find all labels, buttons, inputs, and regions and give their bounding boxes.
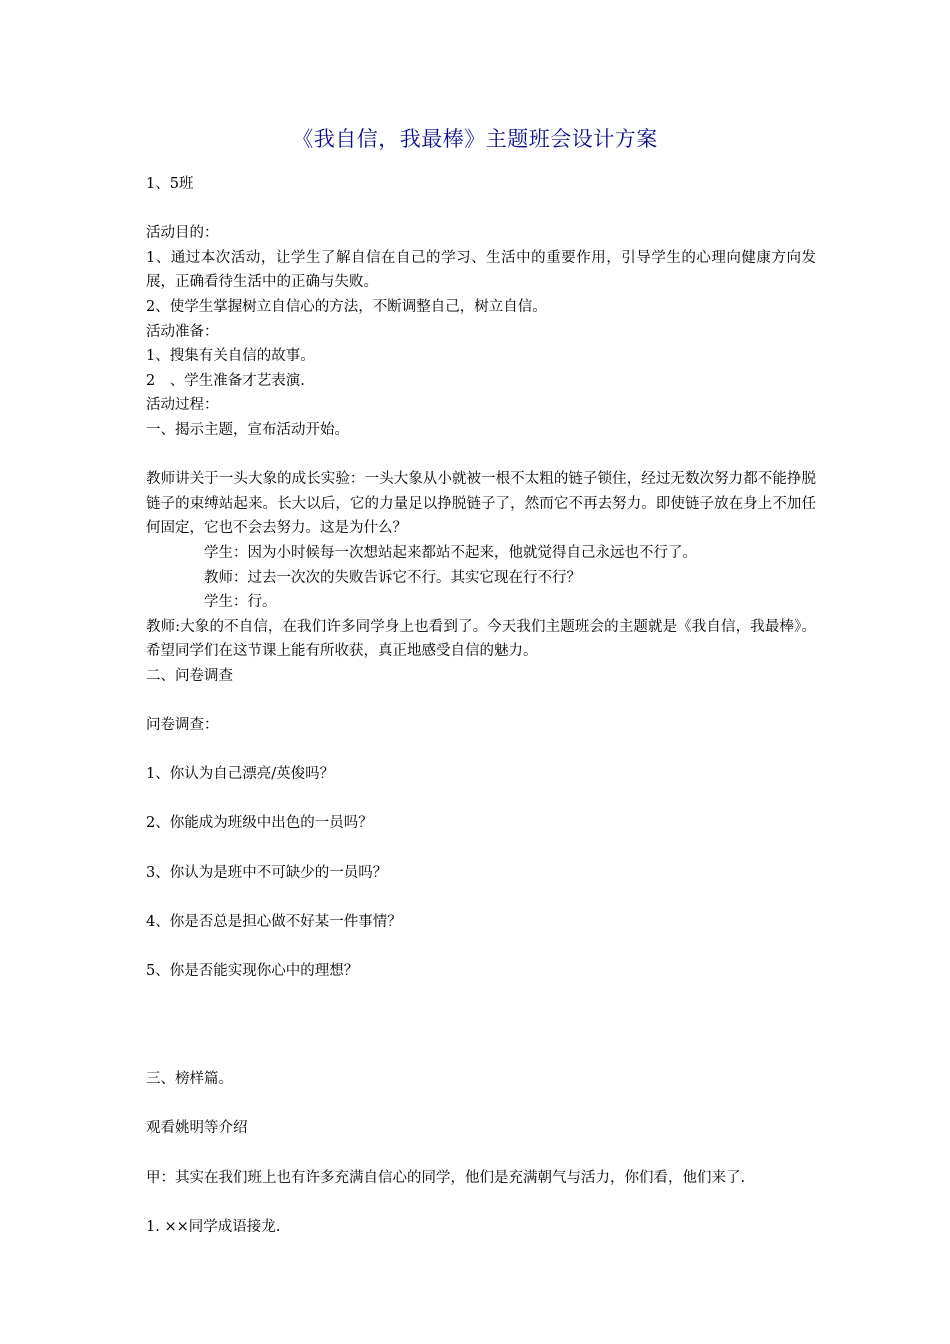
goals-heading: 活动目的： [146,225,219,242]
spacer [146,1190,816,1215]
prep-2: 2 、学生准备才艺表演. [146,372,305,389]
spacer [146,443,816,468]
spacer [146,1043,816,1068]
item-1: 1. ××同学成语接龙. [146,1218,281,1235]
story-paragraph: 教师讲关于一头大象的成长实验：一头大象从小就被一根不太粗的链子锁住，经过无数次努力都不能挣脱链子的束缚站起来。长大以后，它的力量足以挣脱链子了，然而它不再去努力。即使链子放在身上不加任何固定，它也不会去努力。这是为什么？ [146,471,816,537]
spacer [146,1092,816,1117]
spacer [146,197,816,222]
document-body [146,172,816,1239]
step-3: 三、榜样篇。 [146,1071,233,1088]
goal-1: 1、通过本次活动，让学生了解自信在自己的学习、生活中的重要作用，引导学生的心理向健康方向发展，正确看待生活中的正确与失败。 [146,249,816,291]
dialog-teacher: 教师：过去一次次的失败告诉它不行。其实它现在行不行？ [204,569,581,586]
survey-item: 4、你是否总是担心做不好某一件事情？ [146,913,402,930]
survey-heading: 问卷调查： [146,717,219,734]
dialog-student-2: 学生：行。 [204,594,277,611]
spacer [146,738,816,763]
prep-1: 1、搜集有关自信的故事。 [146,348,315,365]
step-1: 一、揭示主题，宣布活动开始。 [146,421,349,438]
survey-item: 1、你认为自己漂亮/英俊吗？ [146,766,335,783]
jia-line: 甲：其实在我们班上也有许多充满自信心的同学，他们是充满朝气与活力，你们看，他们来了. [146,1169,746,1186]
teacher-summary: 教师:大象的不自信，在我们许多同学身上也看到了。今天我们主题班会的主题就是《我自信，我最棒》。希望同学们在这节课上能有所收获，真正地感受自信的魅力。 [146,618,816,660]
spacer [146,885,816,910]
class-line: 1、5班 [146,176,194,192]
prep-heading: 活动准备： [146,323,219,340]
spacer [146,688,816,713]
goal-2: 2、使学生掌握树立自信心的方法，不断调整自己，树立自信。 [146,298,547,315]
process-heading: 活动过程： [146,397,219,414]
document-title: 《我自信，我最棒》主题班会设计方案 [292,127,658,151]
survey-item: 2、你能成为班级中出色的一员吗？ [146,815,373,832]
spacer [146,836,816,861]
spacer [146,1141,816,1166]
dialog-student-1: 学生：因为小时候每一次想站起来都站不起来，他就觉得自己永远也不行了。 [204,544,697,561]
watch-line: 观看姚明等介绍 [146,1120,248,1137]
spacer [146,934,816,959]
survey-item: 5、你是否能实现你心中的理想？ [146,963,359,979]
spacer [146,984,816,1043]
spacer [146,787,816,812]
survey-item: 3、你认为是班中不可缺少的一员吗？ [146,864,388,881]
step-2: 二、问卷调查 [146,667,233,684]
